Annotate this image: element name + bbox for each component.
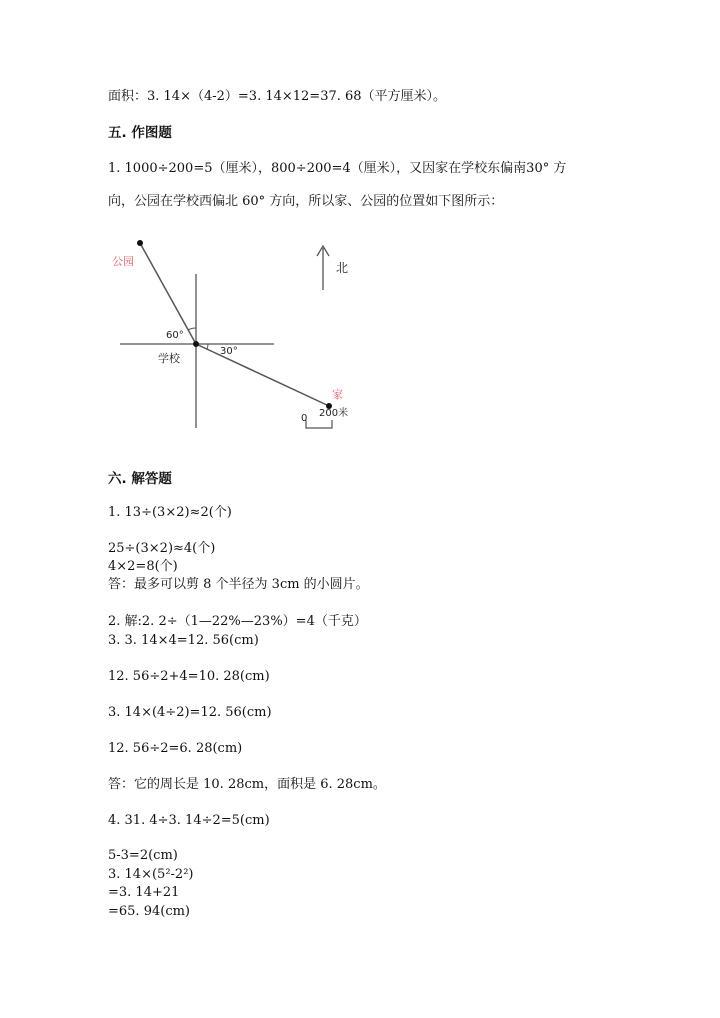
answer-line: 25÷(3×2)≈4(个)	[108, 541, 216, 556]
school-label: 学校	[158, 352, 180, 365]
scale-zero-label: 0	[301, 413, 308, 424]
answer-line: 12. 56÷2+4=10. 28(cm)	[108, 669, 270, 684]
home-label: 家	[332, 388, 343, 401]
answer-line: 4. 31. 4÷3. 14÷2=5(cm)	[108, 813, 270, 828]
north-label: 北	[336, 261, 349, 275]
section-6-heading: 六. 解答题	[108, 471, 172, 487]
angle-30-arc	[207, 344, 208, 349]
park-ray	[140, 243, 196, 344]
scale-bar	[306, 420, 332, 428]
school-point	[193, 341, 199, 347]
answer-line: 3. 3. 14×4=12. 56(cm)	[108, 633, 259, 648]
park-label: 公园	[112, 255, 134, 268]
area-answer-line: 面积：3. 14×（4-2）=3. 14×12=37. 68（平方厘米）。	[108, 89, 447, 104]
answer-line: 2. 解:2. 2÷（1—22%—23%）=4（千克）	[108, 614, 367, 629]
answer-line: =65. 94(cm)	[108, 904, 190, 919]
home-ray	[196, 344, 329, 406]
q1-text-line-1: 1. 1000÷200=5（厘米），800÷200=4（厘米），又因家在学校东偏南30° 方	[108, 161, 567, 176]
position-diagram	[108, 232, 368, 432]
park-point	[137, 240, 143, 246]
q1-text-line-2: 向，公园在学校西偏北 60° 方向，所以家、公园的位置如下图所示：	[108, 194, 504, 209]
answer-line: 3. 14×(5²-2²)	[108, 867, 194, 882]
angle-60-arc	[188, 328, 196, 330]
answer-line: 4×2=8(个)	[108, 559, 178, 574]
section-5-heading: 五. 作图题	[108, 125, 172, 141]
answer-line: 5-3=2(cm)	[108, 848, 178, 863]
angle-60-label: 60°	[166, 330, 184, 341]
answer-line: 12. 56÷2=6. 28(cm)	[108, 741, 243, 756]
answer-line: =3. 14+21	[108, 885, 180, 900]
answer-line: 答：它的周长是 10. 28cm，面积是 6. 28cm。	[108, 777, 386, 792]
answer-line: 3. 14×(4÷2)=12. 56(cm)	[108, 705, 272, 720]
angle-30-label: 30°	[220, 346, 238, 357]
answer-line: 1. 13÷(3×2)≈2(个)	[108, 505, 232, 520]
scale-length-label: 200米	[319, 408, 349, 419]
answer-line: 答：最多可以剪 8 个半径为 3cm 的小圆片。	[108, 577, 369, 592]
